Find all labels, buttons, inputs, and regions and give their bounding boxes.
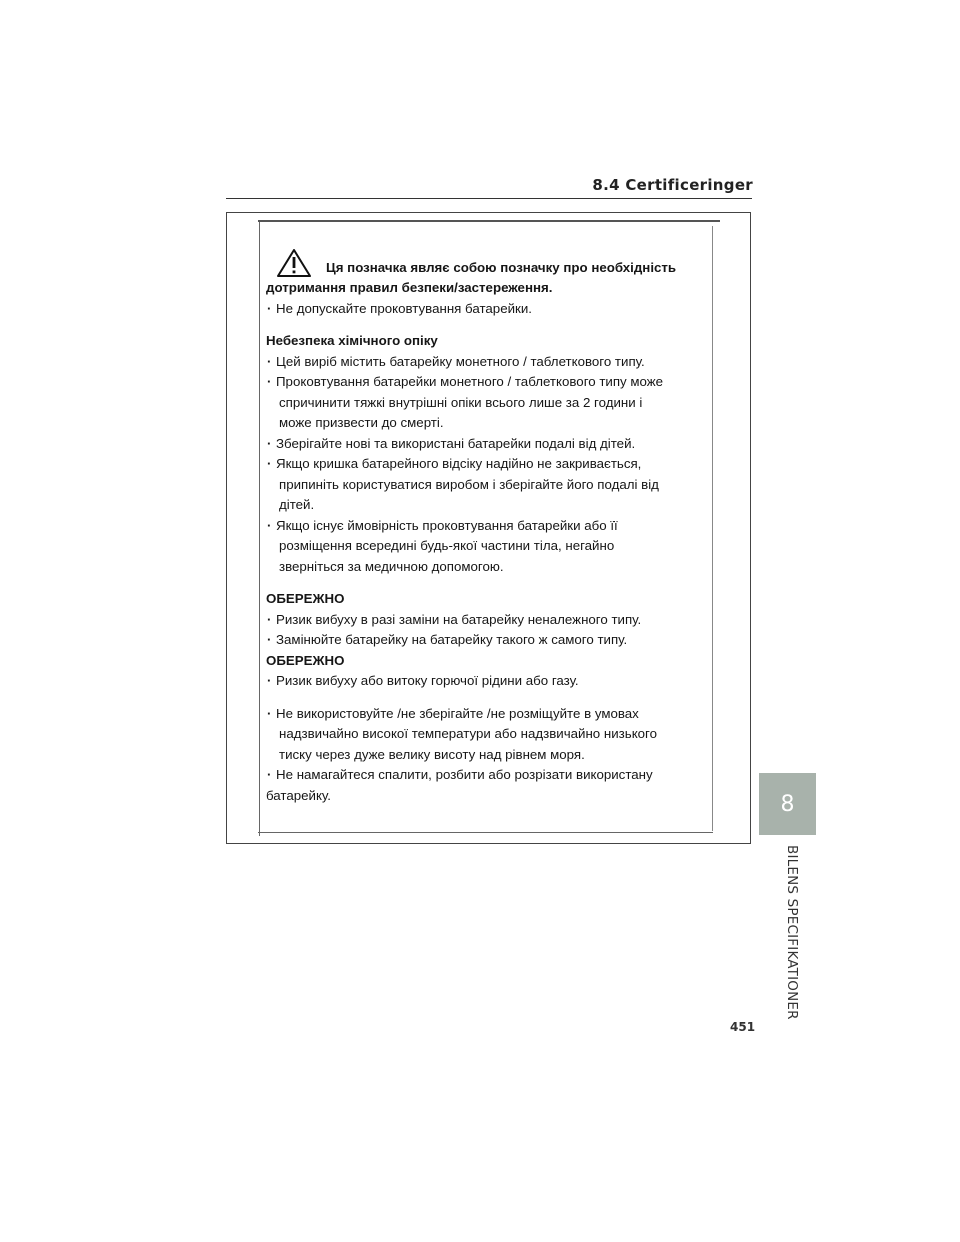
scan-border-top	[258, 220, 720, 222]
list-item-continuation: батарейку.	[266, 787, 331, 803]
chapter-tab	[759, 773, 816, 835]
list-item-continuation: може призвести до смерті.	[279, 415, 444, 430]
list-item-continuation: припиніть користуватися виробом і зберігайте його подалі від	[279, 476, 659, 492]
list-item-continuation: надзвичайно високої температури або надзвичайно низького	[279, 726, 658, 741]
warning-triangle-icon	[276, 248, 312, 278]
list-item: · Якщо існує ймовірність проковтування батарейки або її	[266, 516, 714, 537]
warning-text-line1: Ця позначка являє собою позначку про необхідність	[326, 259, 677, 275]
scan-border-left	[259, 222, 260, 836]
list-item: · Проковтування батарейки монетного / таблеткового типу може	[266, 372, 714, 393]
warning-text-line2: дотримання правил безпеки/застереження.	[266, 280, 553, 295]
list-item: · Якщо кришка батарейного відсіку надійно не закривається,	[266, 454, 714, 475]
list-item: · Не намагайтеся спалити, розбити або розрізати використану	[266, 765, 714, 786]
list-item-continuation: дітей.	[279, 497, 315, 512]
list-item: · Не використовуйте /не зберігайте /не розміщуйте в умовах	[266, 704, 714, 725]
list-item: · Ризик вибуху або витоку горючої рідини або газу.	[266, 671, 714, 692]
list-item-continuation: спричинити тяжкі внутрішні опіки всього лише за 2 години і	[279, 394, 643, 410]
list-item-continuation: розміщення всередині будь-якої частини тіла, негайно	[279, 538, 615, 553]
chapter-number: 8	[780, 791, 795, 817]
battery-notice	[266, 248, 714, 806]
caution-heading: ОБЕРЕЖНО	[266, 591, 345, 606]
list-item: · Не допускайте проковтування батарейки.	[266, 299, 714, 320]
scan-border-bottom	[258, 832, 713, 833]
list-item: · Замінюйте батарейку на батарейку такого ж самого типу.	[266, 630, 714, 651]
section-title: 8.4 Certificeringer	[592, 176, 753, 194]
list-item-continuation: тиску через дуже велику висоту над рівнем моря.	[279, 746, 585, 762]
list-item-continuation: зверніться за медичною допомогою.	[279, 558, 504, 574]
list-item: · Цей виріб містить батарейку монетного / таблеткового типу.	[266, 352, 714, 373]
chapter-label: BILENS SPECIFIKATIONER	[784, 845, 800, 1020]
warning-row	[266, 248, 714, 278]
list-item: · Ризик вибуху в разі заміни на батарейку неналежного типу.	[266, 610, 714, 631]
chemical-burn-heading: Небезпека хімічного опіку	[266, 333, 438, 348]
page-number: 451	[730, 1020, 756, 1034]
caution-heading: ОБЕРЕЖНО	[266, 652, 345, 668]
list-item: · Зберігайте нові та використані батарейки подалі від дітей.	[266, 434, 714, 455]
header-divider	[226, 198, 752, 199]
